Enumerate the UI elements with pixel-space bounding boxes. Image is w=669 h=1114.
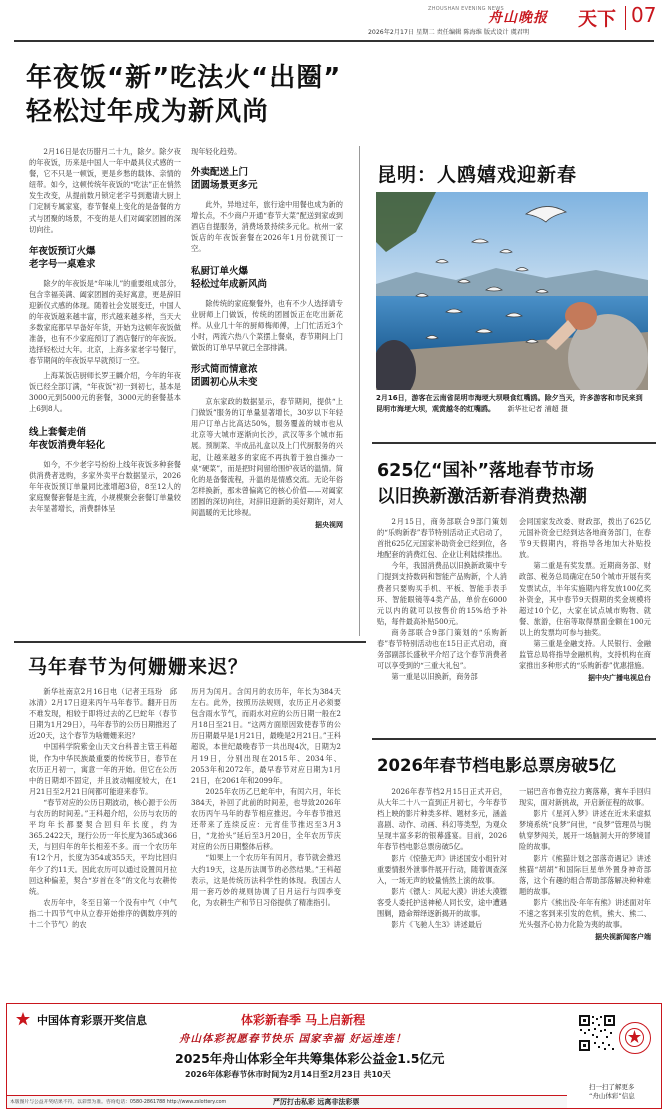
lead-col2-body-3: 京东家政的数据显示，春节期间，提供“上门做饭”服务的订单量显著增长，30岁以下年轻用户订单占比高达50%，服务覆盖的城市也从北京等大城市逐渐向长沙，武汉等多个城市拓展。预制菜、半成品礼盒以及上门代厨服务的兴起，让越来越多的家庭不再执着于独自操办一桌“硬菜”，而是把时间留给围炉夜话的温情。简化的是备餐流程，升温的是情感交流。无论年俗怎样换新，那未曾偏离它的核心价值——对阖家团圆的深切向往，对辞旧迎新的美好期许，对人间温暖的无比珍视。 [191, 397, 343, 517]
lottery-qr-caption-2: “舟山体彩”信息 [589, 1091, 635, 1100]
lead-headline-line1: 年夜饭“新”吃法火“出圈” [26, 63, 342, 93]
brand-en: ZHOUSHAN EVENING NEWS [428, 6, 504, 12]
lead-col2-body-2: 除传统的家庭聚餐外，也有不少人选择请专业厨师上门做饭，传统的团圆饭正在吃出新花样。从业几十年的厨师梅师傅，上门忙活近3个小时，两流六热八个菜摆上餐桌，春节期间上门做饭的订单早早就已全部排满。 [191, 298, 343, 352]
subsidy-headline-line1: 625亿“国补”落地春节市场 [377, 461, 595, 481]
lottery-qr-caption [589, 1083, 659, 1100]
subsidy-headline [377, 458, 657, 510]
film-col2-body-1: 一届巴音布鲁克拉力赛落幕，赛车手回归现实，面对新挑战，开启新征程的故事。 [519, 787, 651, 808]
subsidy-body-3: 商务部联合9部门策划的“乐购新春”春节特别活动也在15日正式启动，商务部副部长盛秋平介绍了这个春节消费者可以享受到的“三重大礼包”。 [377, 627, 507, 671]
lottery-qr-caption-1: 扫一扫了解更多 [589, 1083, 635, 1091]
horse-dateline: 新华社南京2月16日电（记者王珏玢 邱冰清）2月17日迎来丙午马年春节。翻开日历不难发现，相较于即将过去的乙巳蛇年（春节日期为1月29日），马年春节的公历日期推迟了近20天，这个春节为啥姗姗来迟？ [29, 687, 177, 741]
lead-vertical-rule [359, 146, 360, 636]
qr-code-icon [578, 1014, 616, 1052]
gull-photo-illustration [376, 192, 648, 390]
lead-body-1: 除夕的年夜饭是“年味儿”的重要组成部分，包含幸福美满、阖家团圆的美好寓意，更是辞旧迎新仪式感的体现。随着社会发展变迁，中国人的年夜饭越来越丰富，形式越来越多样，当天大多数家庭都早早备好年货，开始为这顿年夜饭做准备，也有不少家庭预订了酒店餐厅的年夜饭。选择轻松过大年。北京，上海多家老字号餐厅，春节期间的年夜饭早早就预订一空。 [29, 278, 181, 366]
film-col2-body-3: 影片《熊猫计划之部落奇遇记》讲述熊猫“胡胡”和国际巨星单外置身神奇部落，这个有趣的组合帮助部落解决种种难题的故事。 [519, 853, 651, 896]
lead-subhead-4-line2: 轻松过年成新风尚 [191, 278, 268, 290]
dateline: 2026年2月17日 星期二 责任编辑 陈海维 版式设计 虞君明 [368, 29, 530, 36]
masthead-rule [14, 40, 654, 42]
film-source: 据央视新闻客户端 [595, 933, 651, 942]
film-col2-body-2: 影片《星河入梦》讲述在近未来虚拟梦境系统“良梦”问世，“良梦”管理员与脱轨穿梦闯关，展开一场脑洞大开的梦境冒险的故事。 [519, 809, 651, 852]
lead-col2-continuation: 现年轻化趋势。 [191, 147, 242, 156]
film-headline: 2026年春节档电影总票房破5亿 [377, 756, 616, 775]
lottery-logo-icon [15, 1011, 31, 1027]
lead-source: 据央视网 [315, 521, 343, 530]
masthead [0, 0, 669, 42]
lead-subhead-3-line1: 外卖配送上门 [191, 167, 249, 179]
photo-credit: 新华社记者 浦超 摄 [507, 405, 568, 413]
lead-subhead-1-line1: 年夜饭预订火爆 [29, 245, 96, 257]
film-body-1: 2026年春节档2月15日正式开启，从大年二十八一直到正月初七，今年春节档上映的影片种类多样、题材多元，涵盖喜剧、动作、动画、科幻等类型，为观众呈现丰富多彩的银幕盛宴。目前，2026年春节档电影总票房破5亿。 [377, 787, 507, 852]
lottery-calligraphy: 舟山体彩祝愿春节快乐 国家幸福 好运连连！ [179, 1033, 407, 1045]
lottery-qr-code[interactable] [578, 1014, 616, 1052]
photo-caption-text: 2月16日，游客在云南省昆明市海埂大坝喂食红嘴鸥。除夕当天，许多游客和市民来到昆明市海埂大坝，观赏越冬的红嘴鸥。 [376, 394, 643, 413]
brand-logo: 舟山晚报 [488, 10, 548, 26]
lead-body-2: 上海某饭店厨师长罗王麟介绍，今年的年夜饭已经全部订满，“年夜饭”初一到初七，基本是3000元到5000元的套餐，3000元的套餐基本上6到8人。 [29, 370, 181, 413]
film-body-4: 影片《飞驰人生3》讲述最后 [391, 920, 483, 930]
lead-subhead-1-line2: 老字号一桌难求 [29, 258, 96, 270]
lead-subhead-5-line2: 团圆初心从未变 [191, 377, 258, 389]
lead-subhead-5 [191, 363, 343, 389]
section-title: 天下 [578, 8, 617, 30]
lead-subhead-2 [29, 426, 181, 452]
lottery-headline: 2025年舟山体彩全年共筹集体彩公益金1.5亿元 [175, 1051, 445, 1066]
lead-subhead-4-line1: 私厨订单火爆 [191, 265, 249, 277]
film-col2-body-4: 影片《熊出没·年年有熊》讲述面对年不速之客到来引发的危机，熊大、熊二、光头强齐心协力化险为夷的故事。 [519, 897, 651, 930]
lottery-slogan: 体彩新春季 马上启新程 [241, 1013, 366, 1027]
lead-bottom-rule [14, 641, 366, 643]
horse-col2-body-3: “如果上一个农历年有闰月，春节就会推迟大约19天，这是历法调节的必然结果。”王科超表示，这是传统历法科学性的体现。我国古人用一套巧妙的规则协调了日月运行与四季变化，为农耕生产和节日习俗提供了精准指引。 [191, 853, 341, 907]
lead-subhead-3 [191, 166, 343, 192]
subsidy-column-2 [519, 516, 651, 734]
subsidy-col2-body-3: 第三重是金融支持。人民银行、金融监管总局将指导金融机构，支持机构在商家推出多种形式的“乐购新春”优惠措施。 [519, 639, 651, 671]
lottery-footer-center: 严厉打击私彩 远离非法彩票 [273, 1098, 360, 1106]
horse-body-3: “春节对应的公历日期波动，核心源于公历与农历的时间差。”王科超介绍，公历与农历的平均年长都要契合回归年长度，约为365.2422天，现行公历一年长度为365或366天，与回归年的年长相差不多。而一个农历年有12个月，长度为354或355天，平均比回归年少了约11天。因此农历可以通过设置闰月拉回这种偏差，契合“岁首在冬”的文化与农耕传统。 [29, 797, 177, 896]
film-body-2: 影片《惊蛰无声》讲述国安小组针对重要情报外泄事件展开行动，随着调查深入，一场无声的较量悄然上演的故事。 [377, 853, 507, 885]
lottery-banner-title: 中国体育彩票开奖信息 [37, 1014, 147, 1027]
photo [376, 192, 648, 390]
subsidy-body-2: 今年，我国消费品以旧换新政策中专门提到支持数码和智能产品购新，个人消费者只要购买手机、平板、智能手表手环、智能眼镜等4类产品，单价在6000元以内的就可以按售价的15%给予补贴，每件最高补贴500元。 [377, 561, 507, 626]
page-divider [625, 6, 626, 30]
horse-col2-body-2: 2025年农历乙巳蛇年中，有闰六月，年长384天，补回了此前的时间差，也导致2026年农历丙午马年的春节相应推迟。今年春节推迟还带来了连续反应：元宵佳节推迟至3月3日，“龙抬头”延后至3月20日，全年农历节庆对应的公历日期整体后移。 [191, 786, 341, 852]
lead-headline-line2: 轻松过年成为新风尚 [26, 97, 270, 127]
lottery-ad [6, 1003, 662, 1109]
lead-column-2 [191, 146, 343, 638]
horse-body-4: 农历年中，冬至日第一个没有中气（中气指二十四节气中从立春开始排序的偶数序列的十二个节气）的农 [29, 897, 177, 929]
lottery-footer-left: 本版图片与公益开奖结果不符，以彩票为准。咨询电话：0580-2861788 http://www.zslottery.com [10, 1100, 227, 1105]
horse-body-1 [29, 686, 177, 741]
horse-col2-body-1: 历月为闰月。含闰月的农历年，年长为384天左右。此外，按照历法规则，农历正月必须要包含雨水节气，而雨水对应的公历日期一般在2月18日至21日。“这两方面原因致使春节的公历日期最早是1月21日，最晚是2月21日。”王科超说，本世纪最晚春节一共出现4次，日期为2月19日，分别出现在2015年、2034年、2053年和2072年，最早春节对应日期为1月21日，在2061年和2099年。 [191, 687, 341, 785]
film-body-3: 影片《镖人：风起大漠》讲述大漠镖客受人委托护送神秘人同长安，途中遭遇围剿，踏命辩绎逐新揭开的故事。 [377, 886, 507, 919]
lead-subhead-2-line2: 年夜饭消费年轻化 [29, 439, 106, 451]
subsidy-body-4: 第一重是以旧换新，商务部 [391, 672, 478, 682]
photo-headline: 昆明：人鸥嬉戏迎新春 [377, 164, 578, 186]
subsidy-col2-body-1: 会同国家发改委、财政部，拨出了625亿元国补资金已经到达各地商务部门，在春节9天假期内，将指导各地加大补贴投放。 [519, 517, 651, 560]
subsidy-column-1 [377, 516, 507, 734]
subsidy-bottom-rule [372, 738, 656, 740]
lead-subhead-5-line1: 形式简而情意浓 [191, 364, 258, 376]
photo-caption [376, 393, 648, 415]
subsidy-headline-line2: 以旧换新激活新春消费热潮 [377, 487, 587, 507]
horse-headline: 马年春节为何姗姗来迟？ [28, 656, 249, 678]
subsidy-col2-body-2: 第二重是有奖发票。近期商务部、财政部、税务总局确定在50个城市开展有奖发票试点，半年实施期内将发放100亿奖补资金，其中春节9天假期的奖金规模将超过10个亿，大家在试点城市购物、就餐、旅游，住宿等取得票面金额在100元以上的发票均可参与抽奖。 [519, 561, 651, 637]
lead-headline [26, 61, 366, 129]
page-number: 07 [631, 3, 657, 27]
lead-col2-body-1: 此外，异地过年，旅行途中用餐也成为新的增长点，不少商户开通“春节大菜”配送到家或到酒店自提服务，消费场景持续多元化。杭州一家饭店的年夜饭套餐在2026年1月份就预订一空。 [191, 200, 343, 254]
lead-body-3: 如今，不少老字号纷纷上线年夜饭多种套餐供消费者选购，多家外卖平台数据显示，2026年年夜饭预订单量同比涨增超3倍，8至12人的家庭聚餐套餐是主流，小规模聚会套餐订单量较去年显著增长，消费群体呈 [29, 459, 181, 514]
lead-subhead-4 [191, 265, 343, 291]
lead-subhead-3-line2: 团圆场景更多元 [191, 180, 258, 192]
lottery-star-icon [15, 1011, 31, 1027]
lottery-seal-icon [620, 1023, 649, 1052]
horse-body-2: 中国科学院紫金山天文台科普主管王科超说，作为中华民族最重要的传统节日，春节在农历正月初一，寓意一年的开始。但它在公历中的日期却不固定，并且波动幅度较大，在1月21日至2月21日间都可能迎来春节。 [29, 742, 177, 796]
lead-subhead-1 [29, 245, 181, 271]
lottery-stamp-icon [619, 1022, 651, 1054]
lead-column-1 [29, 146, 181, 638]
subsidy-body-1: 2月15日，商务部联合9部门策划的“乐购新春”春节特别活动正式启动了，首批625亿元国家补助资金已经到位，各地配套的消费红包、企业让利陆续推出。 [377, 517, 507, 560]
lead-subhead-2-line1: 线上套餐走俏 [29, 426, 87, 438]
photo-bottom-rule [372, 442, 656, 444]
subsidy-source: 据中央广播电视总台 [588, 674, 651, 683]
lottery-schedule: 2026年体彩春节休市时间为2月14日至2月23日 共10天 [185, 1070, 391, 1079]
lead-intro: 2月16日是农历腊月二十九，除夕。除夕夜的年夜饭，历来是中国人一年中最具仪式感的一餐，它不只是一顿饭，更是乡愁的载体、亲情的纽带。如今，这顿传统年夜饭的“吃法”正在悄然发生改变，从提前数月锁定老字号到邀请大厨上门定制专属家宴，春节餐桌上变化的是备餐的方式与团聚的场景，不变的是人们对阖家团圆的深切向往。 [29, 147, 181, 234]
